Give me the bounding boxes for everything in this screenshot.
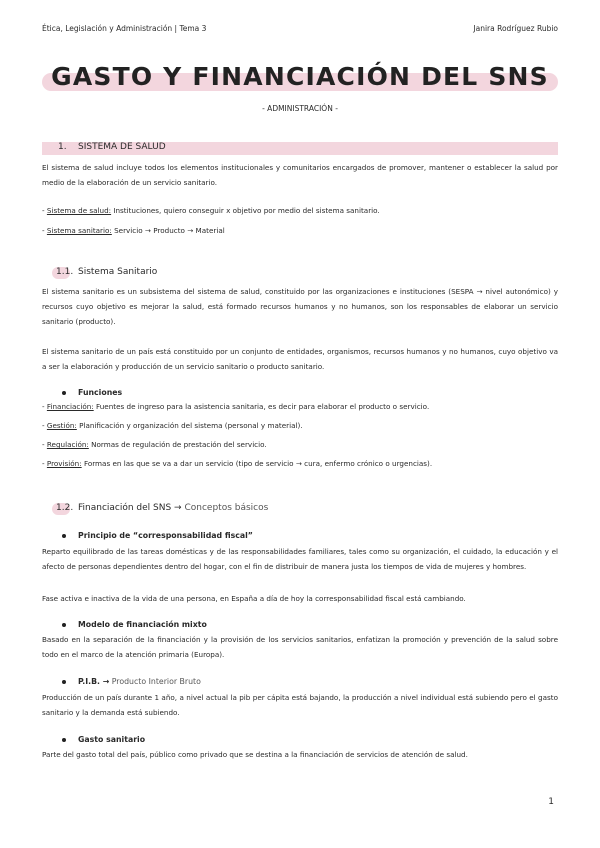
definition-term: Sistema de salud: <box>46 206 112 215</box>
section-number: 1. <box>58 142 67 152</box>
funcion-term: Financiación: <box>46 402 94 411</box>
funcion-text: Fuentes de ingreso para la asistencia sanitaria, es decir para elaborar el producto o servicio. <box>93 402 430 411</box>
bullet-icon <box>62 680 66 684</box>
funcion-item: - Regulación: Normas de regulación de prestación del servicio. <box>42 440 267 449</box>
bullet-label: Principio de “corresponsabilidad fiscal” <box>78 531 253 540</box>
subsection-title-thin: Conceptos básicos <box>181 503 269 513</box>
bullet-pib <box>62 677 201 686</box>
definition-sistema-salud: - Sistema de salud: Instituciones, quiero conseguir x objetivo por medio del sistema sanitario. <box>42 206 380 215</box>
funcion-text: Formas en las que se va a dar un servicio (tipo de servicio → cura, enfermo crónico o urgencias). <box>81 459 433 468</box>
section11-paragraph-2: El sistema sanitario de un país está constituido por un conjunto de entidades, organismos, recursos humanos y no humanos, cuyo objetivo va a ser la elaboración y producción de un servicio sanitario o producto sanitario. <box>42 347 558 371</box>
modelo-mixto-paragraph: Basado en la separación de la financiación y la provisión de los servicios sanitarios, enfatizan la promoción y prevención de la salud sobre todo en el marco de la atención primaria (Europa). <box>42 635 558 659</box>
corresponsabilidad-paragraph: Reparto equilibrado de las tareas domésticas y de las responsabilidades familiares, tales como su organización, el cuidado, la educación y el afecto de personas dependientes dentro del hogar, con el fin de distribuir de manera justa los tiempos de vida de mujeres y hombres. <box>42 547 558 571</box>
funcion-term: Provisión: <box>46 459 82 468</box>
pib-paragraph: Producción de un país durante 1 año, a nivel actual la pib per cápita está bajando, la producción a nivel individual está subiendo pero el gasto sanitario y la demanda está subiendo. <box>42 693 558 717</box>
bullet-icon <box>62 534 66 538</box>
bullet-label: P.I.B. → <box>78 677 110 686</box>
bullet-label-thin: Producto Interior Bruto <box>109 677 201 686</box>
bullet-label: Modelo de financiación mixto <box>78 620 207 629</box>
bullet-icon <box>62 738 66 742</box>
definition-text: Servicio → Producto → Material <box>111 226 225 235</box>
bullet-icon <box>62 391 66 395</box>
page-title: GASTO Y FINANCIACIÓN DEL SNS <box>51 62 549 91</box>
section11-paragraph-1: El sistema sanitario es un subsistema del sistema de salud, constituido por las organizaciones e instituciones (SESPA → nivel autonómico) y recursos cuyo objetivo es mejorar la salud, está formado recursos humanos y no humanos, son los responsables de elaborar un servicio sanitario (producto). <box>42 287 558 326</box>
funcion-term: Regulación: <box>46 440 89 449</box>
funcion-item: - Gestión: Planificación y organización del sistema (personal y material). <box>42 421 303 430</box>
definition-text: Instituciones, quiero conseguir x objetivo por medio del sistema sanitario. <box>111 206 380 215</box>
section-title: SISTEMA DE SALUD <box>78 142 166 152</box>
bullet-label: Funciones <box>78 388 123 397</box>
header-left: Ética, Legislación y Administración | Tema 3 <box>42 24 207 33</box>
subsection-title: Sistema Sanitario <box>78 267 158 277</box>
bullet-label: Gasto sanitario <box>78 735 146 744</box>
subsection-number: 1.2. <box>56 503 74 513</box>
funcion-term: Gestión: <box>46 421 77 430</box>
funcion-item: - Financiación: Fuentes de ingreso para la asistencia sanitaria, es decir para elaborar el producto o servicio. <box>42 402 430 411</box>
funcion-text: Normas de regulación de prestación del servicio. <box>88 440 267 449</box>
subsection-number: 1.1. <box>56 267 74 277</box>
page-number: 1 <box>548 797 554 807</box>
title-block <box>42 62 558 98</box>
subsection-title <box>78 503 268 513</box>
page-subtitle: - ADMINISTRACIÓN - <box>262 104 338 113</box>
definition-sistema-sanitario: - Sistema sanitario: Servicio → Producto → Material <box>42 226 225 235</box>
bullet-gasto-sanitario <box>62 735 145 744</box>
corresponsabilidad-paragraph-2: Fase activa e inactiva de la vida de una persona, en España a día de hoy la corresponsabilidad fiscal está cambiando. <box>42 594 466 603</box>
bullet-corresponsabilidad <box>62 531 253 540</box>
gasto-sanitario-paragraph: Parte del gasto total del país, público como privado que se destina a la financiación de servicios de atención de salud. <box>42 750 468 759</box>
bullet-funciones <box>62 388 122 397</box>
header-right: Janira Rodríguez Rubio <box>473 24 558 33</box>
subsection-title-main: Financiación del SNS → <box>78 503 182 513</box>
funcion-text: Planificación y organización del sistema (personal y material). <box>76 421 303 430</box>
section1-paragraph: El sistema de salud incluye todos los elementos institucionales y comunitarios encargados de promover, mantener o establecer la salud por medio de la elaboración de un servicio sanitario. <box>42 163 558 187</box>
bullet-modelo-mixto <box>62 620 207 629</box>
definition-term: Sistema sanitario: <box>46 226 112 235</box>
bullet-icon <box>62 623 66 627</box>
funcion-item: - Provisión: Formas en las que se va a dar un servicio (tipo de servicio → cura, enfermo crónico o urgencias). <box>42 459 433 468</box>
